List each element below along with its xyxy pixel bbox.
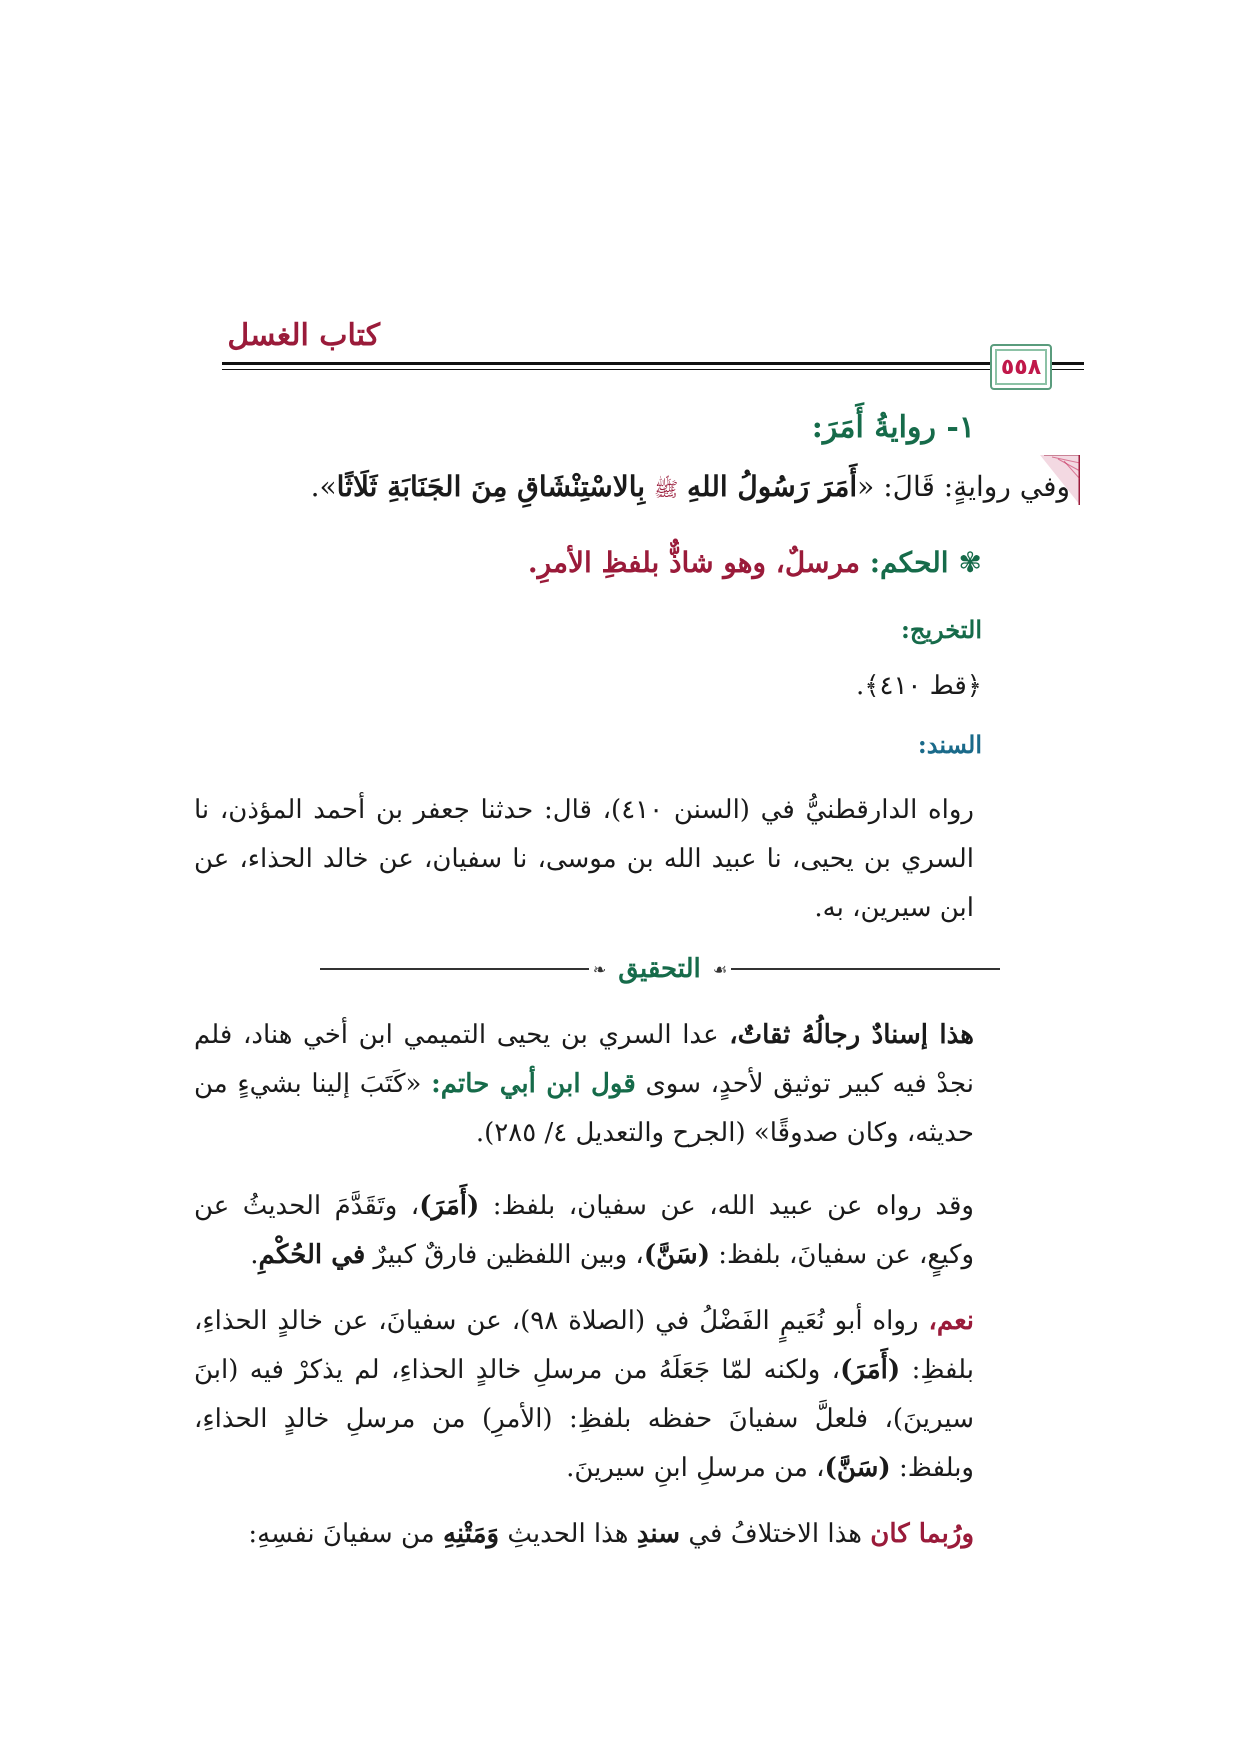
tahqiq-paragraph-3 [194, 1297, 998, 1493]
sanad-heading: السند: [917, 730, 982, 759]
bold-term: (أَمَرَ) [840, 1355, 901, 1385]
isnad-statement: هذا إسنادٌ رجالُهُ ثقاتٌ، [729, 1020, 974, 1050]
bold-term: (سَنَّ) [824, 1453, 891, 1483]
text-span: ، وتَقَدَّمَ الحديثُ عن وكيعٍ، عن سفيانَ، بلفظ: [194, 1191, 974, 1270]
text-span: من سفيانَ نفسِهِ: [248, 1519, 443, 1549]
bold-term: سندِ [636, 1519, 681, 1549]
bold-term: (سَنَّ) [643, 1240, 710, 1270]
tahqiq-paragraph-1 [194, 1011, 998, 1158]
text-span: ، ولكنه لمّا جَعَلَهُ من مرسلِ خالدٍ الحذاءِ، لم يذكرْ فيه (ابنَ سيرينَ)، فلعلَّ سفيانَ حفظه بلفظِ: (الأمرِ) من مرسلِ خالدٍ الحذاءِ، وبلفظ: [194, 1355, 974, 1483]
hadith-intro: وفي روايةٍ: قَالَ: « [857, 470, 1070, 503]
divider-rule-right [731, 968, 1000, 970]
header-rule-top [222, 362, 994, 365]
divider-ornament-icon: ❧ [592, 959, 607, 979]
flower-ornament-icon: ✾ [958, 546, 982, 579]
chapter-title: كتاب الغسل [227, 318, 380, 353]
tahqiq-title: التحقيق [618, 954, 701, 984]
ruling-value: مرسلٌ، وهو شاذٌّ بلفظِ الأمرِ. [527, 546, 860, 579]
text-span: رواه أبو نُعَيمٍ الفَضْلُ في (الصلاة ٩٨)، عن سفيانَ، عن خالدٍ الحذاءِ، بلفظِ: [194, 1306, 974, 1385]
section-heading: ١- روايةُ أَمَرَ: [811, 410, 975, 445]
ibn-abi-hatim-label: قول ابن أبي حاتم: [431, 1069, 636, 1099]
text-span: «كَتَبَ إلينا بشيءٍ من حديثه، وكان صدوقًا» (الجرح والتعديل ٤/ ٢٨٥). [194, 1069, 974, 1148]
highlight-term: نعم، [928, 1306, 974, 1336]
header-rule-right-bottom [1050, 369, 1084, 370]
page-number-badge [990, 344, 1052, 390]
ruling-label: الحكم: [869, 546, 949, 579]
takhrij-reference: ﴿قط ٤١٠﴾. [855, 671, 982, 701]
tahqiq-paragraph-2 [194, 1182, 998, 1280]
highlight-term: ورُبما كان [870, 1519, 974, 1549]
header-rule-right-top [1050, 362, 1084, 365]
text-span: ، وبين اللفظين فارقٌ كبيرٌ [365, 1240, 644, 1270]
takhrij-heading: التخريج: [901, 615, 982, 644]
divider-ornament-icon: ☙ [712, 959, 728, 979]
text-span: هذا الحديثِ [499, 1519, 637, 1549]
bold-term: (أَمَرَ) [419, 1191, 480, 1221]
hadith-text [311, 470, 1070, 506]
page-number: ٥٥٨ [1000, 354, 1042, 380]
ruling-line [528, 546, 982, 579]
divider-rule-left [320, 968, 589, 970]
text-span: هذا الاختلافُ في [680, 1519, 871, 1549]
header-rule-bottom [222, 369, 994, 370]
bold-term: في الحُكْمِ [258, 1240, 366, 1270]
tahqiq-divider [320, 951, 1000, 987]
hadith-quote-part-2: بِالاسْتِنْشَاقِ مِنَ الجَنَابَةِ ثَلَاثًا [336, 470, 646, 503]
text-span: وقد رواه عن عبيد الله، عن سفيان، بلفظ: [479, 1191, 974, 1221]
salutation-symbol: ﷺ [653, 477, 679, 501]
hadith-quote-part-1: أَمَرَ رَسُولُ اللهِ [687, 470, 858, 503]
text-span: ، من مرسلِ ابنِ سيرينَ. [566, 1453, 825, 1483]
hadith-close: ». [310, 470, 337, 503]
text-span: . [250, 1240, 259, 1270]
bold-term: وَمَتْنِهِ [442, 1519, 500, 1549]
tahqiq-paragraph-4 [194, 1510, 998, 1559]
text-span: عدا السري بن يحيى التميمي ابن أخي هناد، فلم نجدْ فيه كبير توثيق لأحدٍ، سوى [194, 1020, 975, 1099]
sanad-paragraph: رواه الدارقطنيُّ في (السنن ٤١٠)، قال: حدثنا جعفر بن أحمد المؤذن، نا السري بن يحيى، نا عبيد الله بن موسى، نا سفيان، عن خالد الحذاء، عن ابن سيرين، به. [194, 795, 974, 923]
